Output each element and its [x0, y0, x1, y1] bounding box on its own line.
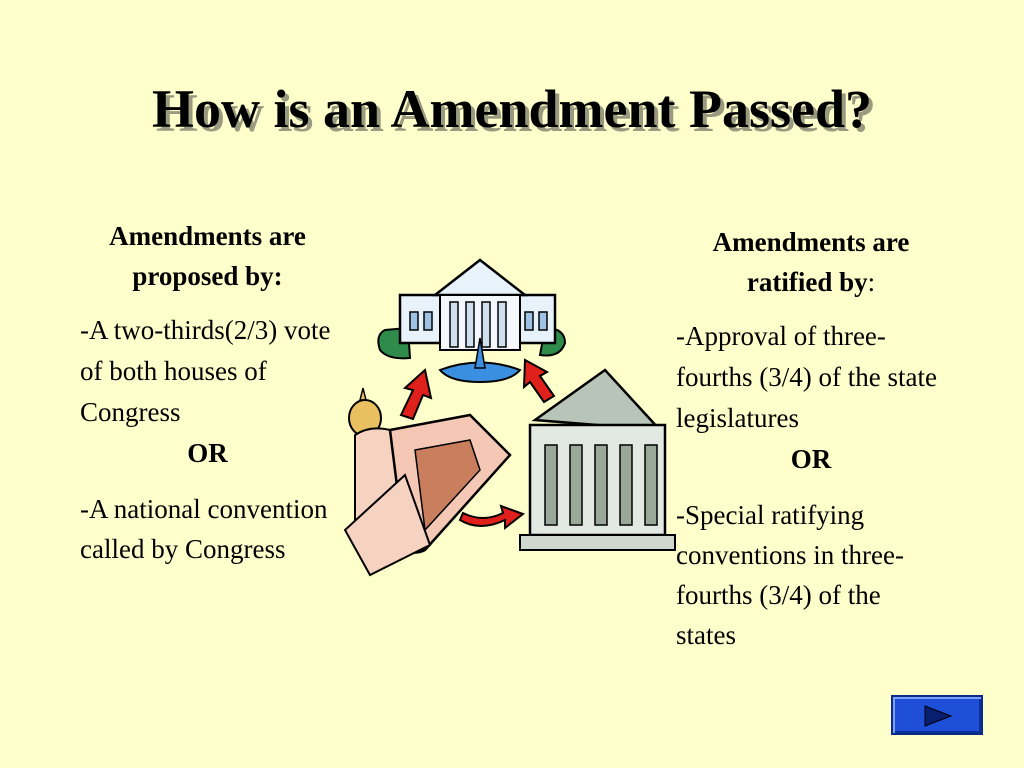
play-right-triangle-icon — [923, 704, 953, 728]
white-house-icon — [378, 260, 565, 382]
ratification-option-legislatures: -Approval of three-fourths (3/4) of the state legislatures — [676, 321, 937, 433]
slide-title: How is an Amendment Passed? — [151, 79, 873, 139]
proposal-option-convention: -A national convention called by Congress — [80, 494, 328, 564]
capitol-building-icon — [345, 388, 510, 575]
proposal-column — [80, 216, 335, 569]
ratification-heading-text: Amendments are ratified by — [712, 227, 910, 297]
ratification-option-conventions: -Special ratifying conventions in three-fourths (3/4) of the states — [676, 500, 904, 650]
ratification-heading-colon: : — [867, 267, 876, 297]
ratification-heading — [676, 222, 946, 302]
proposal-heading: Amendments are proposed by: — [109, 221, 306, 291]
ratification-or-separator: OR — [790, 444, 832, 474]
proposal-option-congress: -A two-thirds(2/3) vote of both houses of Congress — [80, 315, 331, 427]
proposal-or-separator: OR — [187, 438, 228, 468]
next-slide-button[interactable] — [891, 695, 983, 735]
government-buildings-cycle-icon — [340, 250, 685, 580]
ratification-column — [676, 222, 946, 655]
